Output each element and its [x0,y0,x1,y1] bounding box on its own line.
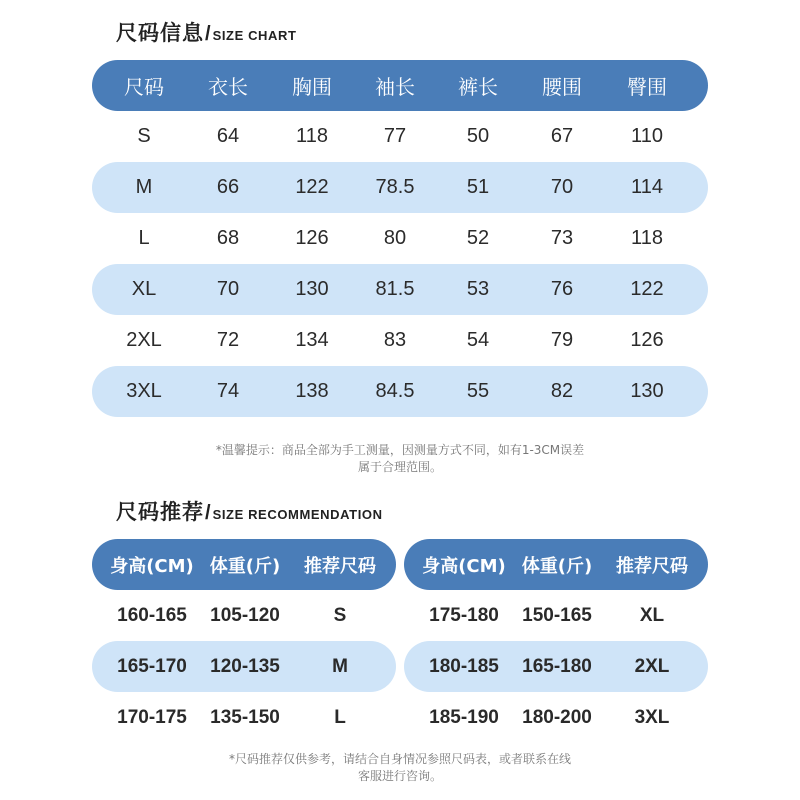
size-chart-header-cell: 胸围 [292,75,332,99]
size-chart-cell: 73 [550,227,574,249]
size-recommendation-left-cell: L [334,706,346,728]
size-chart-note-line2: 属于合理范围。 [357,460,442,474]
size-chart-note [0,442,800,476]
size-recommendation-right-cell: 185-190 [429,706,499,728]
size-chart-cell: 53 [466,278,490,300]
size-chart-cell: 82 [550,380,574,402]
size-chart-cell: 51 [466,176,490,198]
size-chart-cell: 138 [295,380,329,402]
size-chart-cell: 80 [383,227,407,249]
size-chart-cell: 72 [216,329,240,351]
size-chart-cell: 76 [550,278,574,300]
size-recommendation-left-cell: M [332,655,348,677]
size-chart-note-line1: *温馨提示：商品全部为手工测量，因测量方式不同，如有1-3CM误差 [215,443,585,457]
size-recommendation-left-cell: 120-135 [210,655,280,677]
size-chart-cell: 68 [216,227,240,249]
size-chart-cell: 77 [383,125,407,147]
size-chart-header-cell: 衣长 [208,75,248,99]
size-chart-header-cell: 袖长 [375,75,415,99]
size-recommendation-right-row [404,692,708,743]
size-recommendation-left-cell: 165-170 [117,655,187,677]
size-chart-title [116,17,297,47]
size-chart-cell: 3XL [126,380,162,402]
size-chart-cell: 84.5 [375,380,415,402]
size-recommendation-title-cn: 尺码推荐 [116,500,204,524]
size-chart-row [92,213,708,264]
size-recommendation-table-right [404,539,708,743]
size-chart-cell: 110 [631,125,663,147]
size-recommendation-right-header-cell: 推荐尺码 [616,555,688,577]
size-chart-row [92,162,708,213]
size-recommendation-left-row [92,692,396,743]
size-recommendation-note [0,751,800,785]
size-recommendation-right-header-row [404,539,708,590]
size-recommendation-title [116,496,383,526]
size-chart-title-cn: 尺码信息 [116,21,204,45]
size-chart-cell: M [135,176,153,198]
size-chart-title-en: SIZE CHART [212,28,297,43]
size-recommendation-right-row [404,590,708,641]
size-chart-cell: 79 [550,329,574,351]
size-chart-cell: 70 [550,176,574,198]
size-recommendation-right-cell: 2XL [634,655,670,677]
size-chart-cell: XL [131,278,157,300]
size-chart-cell: 64 [216,125,240,147]
size-recommendation-table-left [92,539,396,743]
size-chart-cell: 66 [216,176,240,198]
size-chart-cell: 134 [295,329,329,351]
size-chart-cell: 50 [466,125,490,147]
size-recommendation-right-cell: 3XL [634,706,670,728]
size-chart-header-row [92,60,708,111]
size-recommendation-left-cell: 135-150 [210,706,280,728]
size-chart-header-cell: 臀围 [627,75,667,99]
size-recommendation-note-line2: 客服进行咨询。 [357,769,442,783]
size-chart-cell: 67 [550,125,574,147]
size-chart-row [92,315,708,366]
size-recommendation-right-cell: 175-180 [429,604,499,626]
size-recommendation-right-cell: 180-200 [522,706,592,728]
size-recommendation-left-header-row [92,539,396,590]
size-chart-cell: 114 [631,176,663,198]
size-recommendation-left-header-cell: 体重(斤) [209,555,281,577]
size-chart-header-cell: 裤长 [458,75,498,99]
size-chart-title-slash: / [205,23,211,45]
size-chart-cell: 52 [466,227,490,249]
size-recommendation-right-row [404,641,708,692]
size-recommendation-right-cell: XL [639,604,665,626]
size-recommendation-right-header-cell: 身高(CM) [422,555,506,577]
size-chart-header-cell: 尺码 [124,75,164,99]
size-chart-cell: 54 [466,329,490,351]
size-recommendation-left-row [92,641,396,692]
size-chart-cell: 81.5 [375,278,415,300]
size-recommendation-note-line1: *尺码推荐仅供参考，请结合自身情况参照尺码表，或者联系在线 [228,752,571,766]
size-recommendation-left-cell: 160-165 [117,604,187,626]
size-recommendation-right-cell: 150-165 [522,604,592,626]
size-chart-cell: 74 [216,380,240,402]
size-chart-cell: 126 [630,329,664,351]
size-chart-cell: 130 [630,380,664,402]
size-chart-cell: L [138,227,150,249]
size-chart-cell: 122 [630,278,664,300]
size-chart-table [92,60,708,417]
size-chart-cell: 122 [295,176,329,198]
size-recommendation-left-cell: 105-120 [210,604,280,626]
size-recommendation-right-header-cell: 体重(斤) [521,555,593,577]
size-chart-row [92,264,708,315]
size-recommendation-left-cell: 170-175 [117,706,187,728]
size-recommendation-title-en: SIZE RECOMMENDATION [212,507,383,522]
size-chart-cell: 55 [466,380,490,402]
size-chart-cell: 2XL [126,329,162,351]
size-recommendation-title-slash: / [205,502,211,524]
size-chart-cell: 118 [631,227,663,249]
size-recommendation-right-cell: 180-185 [429,655,499,677]
size-recommendation-left-row [92,590,396,641]
size-chart-header-cell: 腰围 [542,75,582,99]
size-chart-cell: 78.5 [375,176,415,198]
size-recommendation-left-cell: S [333,604,347,626]
size-chart-cell: 126 [295,227,329,249]
size-chart-cell: 70 [216,278,240,300]
size-chart-row [92,111,708,162]
size-chart-cell: S [137,125,151,147]
size-chart-cell: 130 [295,278,329,300]
size-recommendation-right-cell: 165-180 [522,655,592,677]
size-chart-row [92,366,708,417]
size-recommendation-left-header-cell: 推荐尺码 [304,555,376,577]
size-chart-cell: 118 [296,125,328,147]
size-chart-cell: 83 [383,329,407,351]
size-recommendation-left-header-cell: 身高(CM) [110,555,194,577]
